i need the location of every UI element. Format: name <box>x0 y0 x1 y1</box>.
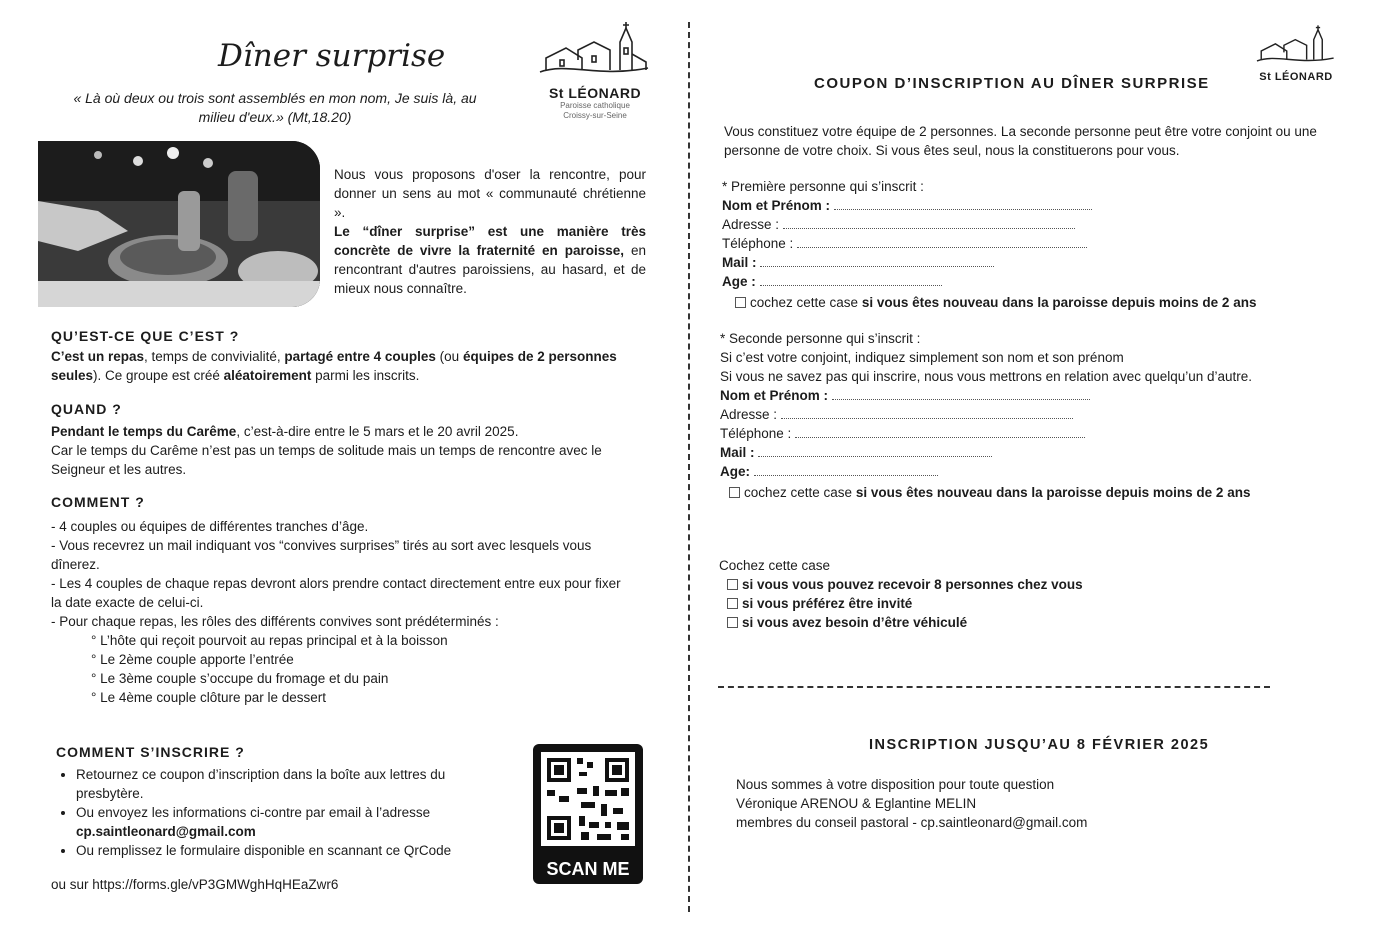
logo-subtitle-1: Paroisse catholique <box>560 101 630 110</box>
what-teams: équipes de 2 personnes seules <box>51 349 617 383</box>
person-2-note-2: Si vous ne savez pas qui inscrire, nous vous mettrons en relation avec quelqu’un d’autre. <box>720 369 1253 384</box>
what-text-4: parmi les inscrits. <box>311 368 420 383</box>
person-2-mail-field[interactable] <box>758 444 992 457</box>
guest-checkbox[interactable] <box>727 598 738 609</box>
dinner-photo <box>38 141 320 307</box>
when-lent: Pendant le temps du Carême <box>51 424 237 439</box>
person-1-block <box>722 177 1362 312</box>
section-what <box>51 327 631 385</box>
section-signup-heading: COMMENT S’INSCRIRE ? <box>56 744 245 760</box>
person-1-age-field[interactable] <box>760 273 942 286</box>
person-1-name-field[interactable] <box>834 197 1092 210</box>
flyer-title: Dîner surprise <box>218 38 446 74</box>
logo-name: St LÉONARD <box>548 85 642 101</box>
person-1-age-label: Age : <box>722 274 756 289</box>
section-what-heading: QU’EST-CE QUE C’EST ? <box>51 328 240 344</box>
person-1-mail-field[interactable] <box>760 254 994 267</box>
section-signup <box>56 743 496 860</box>
person-2-heading: * Seconde personne qui s’inscrit : <box>720 331 921 346</box>
person-2-block <box>720 329 1360 502</box>
person-1-address-label: Adresse : <box>722 217 780 232</box>
signup-item-email <box>76 803 496 841</box>
coupon-logo <box>1254 24 1338 83</box>
contact-block <box>736 775 1256 832</box>
what-repas: C’est un repas <box>51 349 145 364</box>
person-2-check-text: cochez cette case <box>744 485 856 500</box>
signup-email-address[interactable]: cp.saintleonard@gmail.com <box>76 824 256 839</box>
person-2-age-label: Age: <box>720 464 750 479</box>
logo-subtitle-2: Croissy-sur-Seine <box>563 111 627 120</box>
signup-list <box>56 765 496 860</box>
person-2-name-label: Nom et Prénom : <box>720 388 829 403</box>
how-line-3: - Les 4 couples de chaque repas devront alors prendre contact directement entre eux pour fixer la date exacte de celui-ci. <box>51 576 621 610</box>
what-couples: partagé entre 4 couples <box>284 349 436 364</box>
qr-pattern-icon <box>541 752 635 846</box>
signup-item-form: • Ou remplissez le formulaire disponible en scannant ce QrCode <box>76 841 496 860</box>
person-1-check-text: cochez cette case <box>750 295 862 310</box>
person-1-name-label: Nom et Prénom : <box>722 198 831 213</box>
host-option-label: si vous vous pouvez recevoir 8 personnes chez vous <box>742 577 1083 592</box>
when-dates: , c’est-à-dire entre le 5 mars et le 20 avril 2025. <box>236 424 519 439</box>
host-checkbox[interactable] <box>727 579 738 590</box>
options-block <box>719 556 1319 632</box>
person-1-address-field[interactable] <box>783 216 1075 229</box>
scripture-quote: « Là où deux ou trois sont assemblés en mon nom, Je suis là, au milieu d'eux.» (Mt,18.20) <box>73 90 477 125</box>
person-2-note-1: Si c’est votre conjoint, indiquez simplement son nom et son prénom <box>720 350 1124 365</box>
person-2-mail-label: Mail : <box>720 445 755 460</box>
person-1-phone-label: Téléphone : <box>722 236 794 251</box>
person-2-address-label: Adresse : <box>720 407 778 422</box>
scan-me-label: SCAN ME <box>546 859 630 879</box>
intro-paragraph-1: Nous vous proposons d'oser la rencontre, pour donner un sens au mot « communauté chrétienne ». <box>334 167 646 220</box>
signup-item-mailbox: • Retournez ce coupon d’inscription dans la boîte aux lettres du presbytère. <box>76 765 496 803</box>
section-when-heading: QUAND ? <box>51 401 122 417</box>
what-text-3: ). Ce groupe est créé <box>93 368 224 383</box>
person-2-name-field[interactable] <box>832 387 1090 400</box>
role-item: ° Le 4ème couple clôture par le dessert <box>91 690 327 705</box>
person-1-mail-label: Mail : <box>722 255 757 270</box>
intro-paragraph-2 <box>334 222 646 298</box>
cut-line <box>718 686 1270 688</box>
role-item: ° Le 3ème couple s’occupe du fromage et du pain <box>91 671 389 686</box>
person-2-age-field[interactable] <box>754 463 938 476</box>
section-what-text <box>51 347 631 385</box>
contact-line-3: membres du conseil pastoral - cp.saintleonard@gmail.com <box>736 815 1088 830</box>
role-item: ° Le 2ème couple apporte l’entrée <box>91 652 294 667</box>
what-text-1: , temps de convivialité, <box>144 349 285 364</box>
how-line-2: - Vous recevrez un mail indiquant vos “convives surprises” tirés au sort avec lesquels vous dînerez. <box>51 538 592 572</box>
role-item: ° L’hôte qui reçoit pourvoit au repas principal et à la boisson <box>91 633 448 648</box>
section-when-text-2: Car le temps du Carême n’est pas un temps de solitude mais un temps de rencontre avec le Seigneur et les autres. <box>51 443 602 477</box>
transport-checkbox[interactable] <box>727 617 738 628</box>
options-heading: Cochez cette case <box>719 558 831 573</box>
person-2-new-checkbox[interactable] <box>729 487 740 498</box>
person-2-address-field[interactable] <box>781 406 1073 419</box>
section-when <box>51 400 631 479</box>
person-2-check-bold: si vous êtes nouveau dans la paroisse depuis moins de 2 ans <box>855 485 1251 500</box>
roles-list <box>51 631 631 707</box>
intro-text <box>334 165 646 298</box>
intro-rest: en rencontrant d'autres paroissiens, au hasard, et de mieux nous connaître. <box>334 243 646 296</box>
church-icon <box>538 20 652 82</box>
signup-email-text: Ou envoyez les informations ci-contre par email à l’adresse <box>76 805 431 820</box>
person-2-phone-field[interactable] <box>795 425 1085 438</box>
coupon-logo-name: St LÉONARD <box>1259 71 1333 83</box>
church-icon <box>1254 24 1338 68</box>
how-line-4: - Pour chaque repas, les rôles des différents convives sont prédéterminés : <box>51 614 499 629</box>
guest-option-label: si vous préférez être invité <box>742 596 913 611</box>
signup-url[interactable]: ou sur https://forms.gle/vP3GMWghHqHEaZwr6 <box>51 877 339 892</box>
person-1-phone-field[interactable] <box>797 235 1087 248</box>
person-1-check-bold: si vous êtes nouveau dans la paroisse depuis moins de 2 ans <box>861 295 1257 310</box>
person-1-new-checkbox[interactable] <box>735 297 746 308</box>
person-2-phone-label: Téléphone : <box>720 426 792 441</box>
transport-option-label: si vous avez besoin d’être véhiculé <box>742 615 968 630</box>
qr-code-image <box>541 752 635 846</box>
contact-line-1: Nous sommes à votre disposition pour toute question <box>736 777 1055 792</box>
qr-code[interactable] <box>533 744 643 884</box>
coupon-intro: Vous constituez votre équipe de 2 personnes. La seconde personne peut être votre conjoint ou une personne de votre choix. Si vous êtes seul, nous la constituerons pour vous. <box>724 124 1317 158</box>
fold-divider <box>688 22 690 912</box>
coupon-title: COUPON D’INSCRIPTION AU DÎNER SURPRISE <box>814 75 1210 92</box>
intro-bold: Le “dîner surprise” est une manière très concrète de vivre la fraternité en paroisse, <box>334 224 646 258</box>
parish-logo <box>538 20 652 121</box>
section-when-text-1 <box>51 422 631 441</box>
contact-line-2: Véronique ARENOU & Eglantine MELIN <box>736 796 977 811</box>
person-1-heading: * Première personne qui s’inscrit : <box>722 179 924 194</box>
section-how-heading: COMMENT ? <box>51 494 145 510</box>
how-line-1: - 4 couples ou équipes de différentes tranches d’âge. <box>51 519 369 534</box>
what-text-2: (ou <box>435 349 463 364</box>
section-how <box>51 493 631 707</box>
what-random: aléatoirement <box>223 368 312 383</box>
deadline-text: INSCRIPTION JUSQU’AU 8 FÉVRIER 2025 <box>869 737 1210 753</box>
